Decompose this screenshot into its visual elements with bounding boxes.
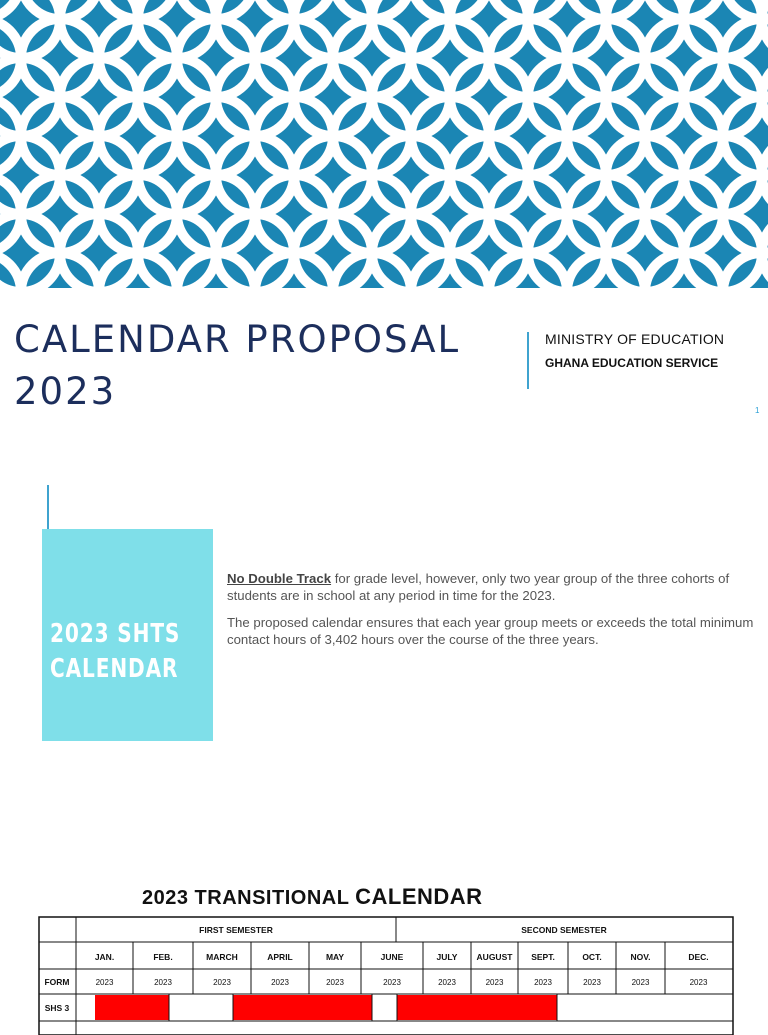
year-cell: 2023: [631, 978, 650, 987]
paragraph-contact-hours: The proposed calendar ensures that each year group meets or exceeds the total minimum contact hours of 3,402 hours over the course of the three years.: [227, 615, 754, 647]
form-label: FORM: [44, 977, 70, 987]
calendar-table: [38, 915, 734, 1035]
semester-header-second: SECOND SEMESTER: [521, 925, 607, 935]
year-cell: 2023: [213, 978, 231, 987]
paragraph-text: for grade level, however, only two year group of the three cohorts of students are in school at any period in time for the 2023.: [227, 571, 730, 603]
year-cell: 2023: [485, 978, 504, 987]
month-header: JAN.: [94, 952, 115, 962]
section-title-line1: 2023 SHTS: [50, 619, 181, 649]
year-cell: 2023: [326, 978, 344, 987]
page-title: CALENDAR PROPOSAL: [14, 318, 461, 361]
slide-number: 1: [755, 406, 760, 415]
calendar-title-part1: 2023 TRANSITIONAL: [142, 887, 356, 909]
month-header: AUGUST: [476, 952, 513, 962]
ministry-name: MINISTRY OF EDUCATION: [545, 331, 725, 347]
year-cell: 2023: [689, 978, 708, 987]
schedule-bar-1: [95, 995, 169, 1020]
month-header: JUNE: [380, 952, 404, 962]
decorative-pattern-banner: [0, 0, 768, 288]
row-label: SHS 3: [44, 1003, 70, 1013]
service-name: GHANA EDUCATION SERVICE: [545, 356, 719, 370]
page-title-year: 2023: [14, 370, 117, 413]
year-cell: 2023: [534, 978, 552, 987]
section-title-box: [42, 529, 213, 741]
year-cell: 2023: [154, 978, 172, 987]
month-header: FEB.: [153, 952, 173, 962]
month-header: JULY: [436, 952, 458, 962]
section-title-line2: CALENDAR: [50, 654, 179, 684]
semester-header-first: FIRST SEMESTER: [199, 925, 273, 935]
month-header: DEC.: [688, 952, 709, 962]
month-header: MAY: [325, 952, 345, 962]
year-cell: 2023: [438, 978, 456, 987]
schedule-bar-2: [233, 995, 372, 1020]
year-cell: 2023: [271, 978, 289, 987]
paragraph-bold-lead: No Double Track: [227, 571, 332, 586]
month-header: APRIL: [267, 952, 293, 962]
header-divider: [527, 332, 529, 389]
schedule-bar-3: [397, 995, 557, 1020]
calendar-title-part2: CALENDAR: [355, 884, 483, 909]
month-header: NOV.: [630, 952, 651, 962]
section-title: [50, 617, 188, 687]
year-cell: 2023: [95, 978, 114, 987]
paragraph-double-track: [227, 570, 757, 604]
month-header: MARCH: [206, 952, 238, 962]
calendar-title: [142, 884, 483, 910]
section-accent-line: [47, 485, 49, 529]
month-header: OCT.: [582, 952, 602, 962]
year-cell: 2023: [383, 978, 401, 987]
month-header: SEPT.: [531, 952, 555, 962]
year-cell: 2023: [583, 978, 601, 987]
